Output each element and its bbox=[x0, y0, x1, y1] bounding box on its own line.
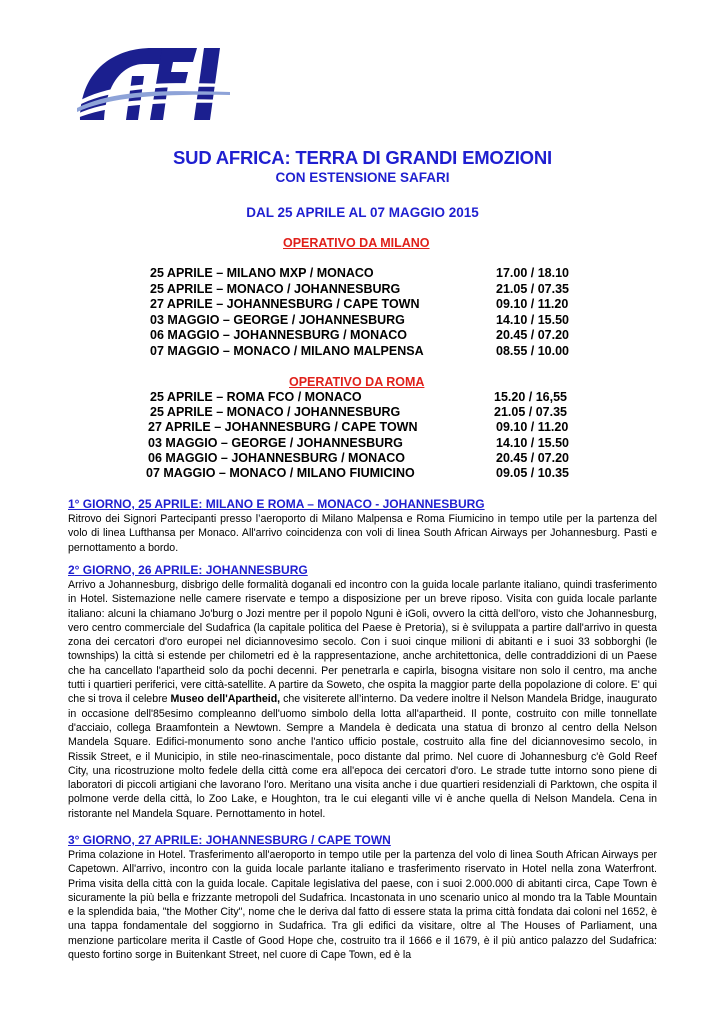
page-subtitle: CON ESTENSIONE SAFARI bbox=[275, 170, 450, 185]
day-2-title: 2° GIORNO, 26 APRILE: JOHANNESBURG bbox=[68, 563, 308, 577]
flight-route: 06 MAGGIO – JOHANNESBURG / MONACO bbox=[150, 328, 407, 342]
flight-time: 20.45 / 07.20 bbox=[496, 451, 569, 465]
flight-time: 08.55 / 10.00 bbox=[496, 344, 569, 358]
operativo-milano-heading: OPERATIVO DA MILANO bbox=[283, 236, 430, 250]
flight-route: 27 APRILE – JOHANNESBURG / CAPE TOWN bbox=[148, 420, 418, 434]
flight-route: 25 APRILE – MONACO / JOHANNESBURG bbox=[150, 405, 401, 419]
flight-time: 09.10 / 11.20 bbox=[496, 297, 569, 311]
day-3-title: 3° GIORNO, 27 APRILE: JOHANNESBURG / CAPE TOWN bbox=[68, 833, 391, 847]
flight-route: 07 MAGGIO – MONACO / MILANO FIUMICINO bbox=[146, 466, 415, 480]
flight-route: 03 MAGGIO – GEORGE / JOHANNESBURG bbox=[148, 436, 403, 450]
day-1-title: 1° GIORNO, 25 APRILE: MILANO E ROMA – MONACO - JOHANNESBURG bbox=[68, 497, 485, 511]
day-2-text bbox=[68, 578, 657, 821]
museo-apartheid: Museo dell'Apartheid, bbox=[170, 693, 281, 706]
flight-time: 15.20 / 16,55 bbox=[494, 390, 567, 404]
flight-route: 25 APRILE – MONACO / JOHANNESBURG bbox=[150, 282, 401, 296]
operativo-roma-heading: OPERATIVO DA ROMA bbox=[289, 375, 425, 389]
day-1-text: Ritrovo dei Signori Partecipanti presso l’aeroporto di Milano Malpensa e Roma Fiumicino in tempo utile per la partenza del volo di linea Lufthansa per Monaco. All'arrivo coincidenza con voli di linea South African Airways per Johannesburg. Pasti e pernottamento a bordo. bbox=[68, 513, 657, 554]
flight-time: 14.10 / 15.50 bbox=[496, 313, 569, 327]
cifi-logo bbox=[72, 42, 232, 120]
flight-time: 21.05 / 07.35 bbox=[494, 405, 567, 419]
flight-time: 21.05 / 07.35 bbox=[496, 282, 569, 296]
page-title: SUD AFRICA: TERRA DI GRANDI EMOZIONI bbox=[173, 147, 552, 168]
day-2-text-part: che visiterete all’interno. Da vedere inoltre il Nelson Mandela Bridge, inaugurato in occasione dell'85esimo compleanno dell'uomo simbolo della lotta all'apartheid. Il ponte, costruito con mille tonnellate d'acciaio, collega Braamfontein a Newtown. Sempre a Mandela è dedicata una statua di bronzo al centro della Nelson Mandela Square. Edifici-monumento sono anche l'antico ufficio postale, costruito alla fine del diciannovesimo secolo, in Rissik Street, e il Municipio, in stile neo-rinascimentale, poco distante dal primo. Nel cuore di Johannesburg c'è Gold Reef City, una ricostruzione molto fedele della città come era all'epoca dei cercatori d'oro. Le strade tutte intorno sono piene di laboratori di piccoli artigiani che lavorano l'oro. Meritano una visita anche i due quartieri residenziali di Parktown, che ospita il polmone verde della città, lo Zoo Lake, e Houghton, tra le cui eleganti ville vi è anche quella di Nelson Mandela. Cena in ristorante nel Mandela Square. Pernottamento in hotel. bbox=[68, 693, 658, 820]
flight-time: 09.10 / 11.20 bbox=[496, 420, 569, 434]
flight-route: 07 MAGGIO – MONACO / MILANO MALPENSA bbox=[150, 344, 424, 358]
travel-dates: DAL 25 APRILE AL 07 MAGGIO 2015 bbox=[246, 205, 479, 220]
flight-route: 06 MAGGIO – JOHANNESBURG / MONACO bbox=[148, 451, 405, 465]
flight-time: 20.45 / 07.20 bbox=[496, 328, 569, 342]
flight-route: 25 APRILE – MILANO MXP / MONACO bbox=[150, 266, 374, 280]
flight-route: 25 APRILE – ROMA FCO / MONACO bbox=[150, 390, 362, 404]
flight-route: 27 APRILE – JOHANNESBURG / CAPE TOWN bbox=[150, 297, 420, 311]
day-3-text: Prima colazione in Hotel. Trasferimento all'aeroporto in tempo utile per la partenza del volo di linea South African Airways per Capetown. All'arrivo, incontro con la guida locale parlante italiano e trasferimento riservato in Hotel nella zona Waterfront. Prima visita della città con la guida locale. Capitale legislativa del paese, con i suoi 2.000.000 di abitanti circa, Cape Town è sicuramente la più bella e frizzante metropoli del Sudafrica. Incastonata in uno scenario unico al mondo tra la Table Mountain e la splendida baia, "the Mother City", nome che le deriva dal fatto di essere stata la prima città fondata dai coloni nel 1652, è una tappa fondamentale del soggiorno in Sudafrica. Tra gli edifici da visitare, oltre al The Houses of Parliament, una menzione particolare merita il Castle of Good Hope che, costruito tra il 1666 e il 1679, è il più antico palazzo del Sudafrica: questo fortino sorge in Buitenkant Street, nel cuore di Cape Town, ed è la bbox=[68, 849, 657, 962]
flight-time: 17.00 / 18.10 bbox=[496, 266, 569, 280]
flight-time: 14.10 / 15.50 bbox=[496, 436, 569, 450]
day-2-text-part: Arrivo a Johannesburg, disbrigo delle formalità doganali ed incontro con la guida locale parlante italiano, quindi trasferimento in Hotel. Sistemazione nelle camere riservate e tempo a disposizione per un breve riposo. Visita con guida locale parlante italiano: alcuni la chiamano Jo'burg o Jozi mentre per il popolo Nguni è iGoli, ovvero la città dell'oro, visto che Johannesburg, vero centro commerciale del Sudafrica (la capitale politica del Paese è Pretoria), si è sviluppata a partire dall'arrivo in questa zona dei cercatori d'oro europei nel diciannovesimo secolo. Con i suoi cinque milioni di abitanti e i suoi 33 sobborghi (le townships) la città si estende per chilometri ed è la rappresentazione, anche architettonica, delle contraddizioni di un Paese che ha cancellato l'apartheid solo da pochi decenni. Per penetrarla e capirla, bisogna visitare non solo il centro, ma anche tutti i quartieri periferici, vere città-satellite. A partire da Soweto, che ospita la maggior parte della popolazione di colore. E' qui che si trova il celebre bbox=[68, 579, 657, 706]
flight-time: 09.05 / 10.35 bbox=[496, 466, 569, 480]
flight-route: 03 MAGGIO – GEORGE / JOHANNESBURG bbox=[150, 313, 405, 327]
